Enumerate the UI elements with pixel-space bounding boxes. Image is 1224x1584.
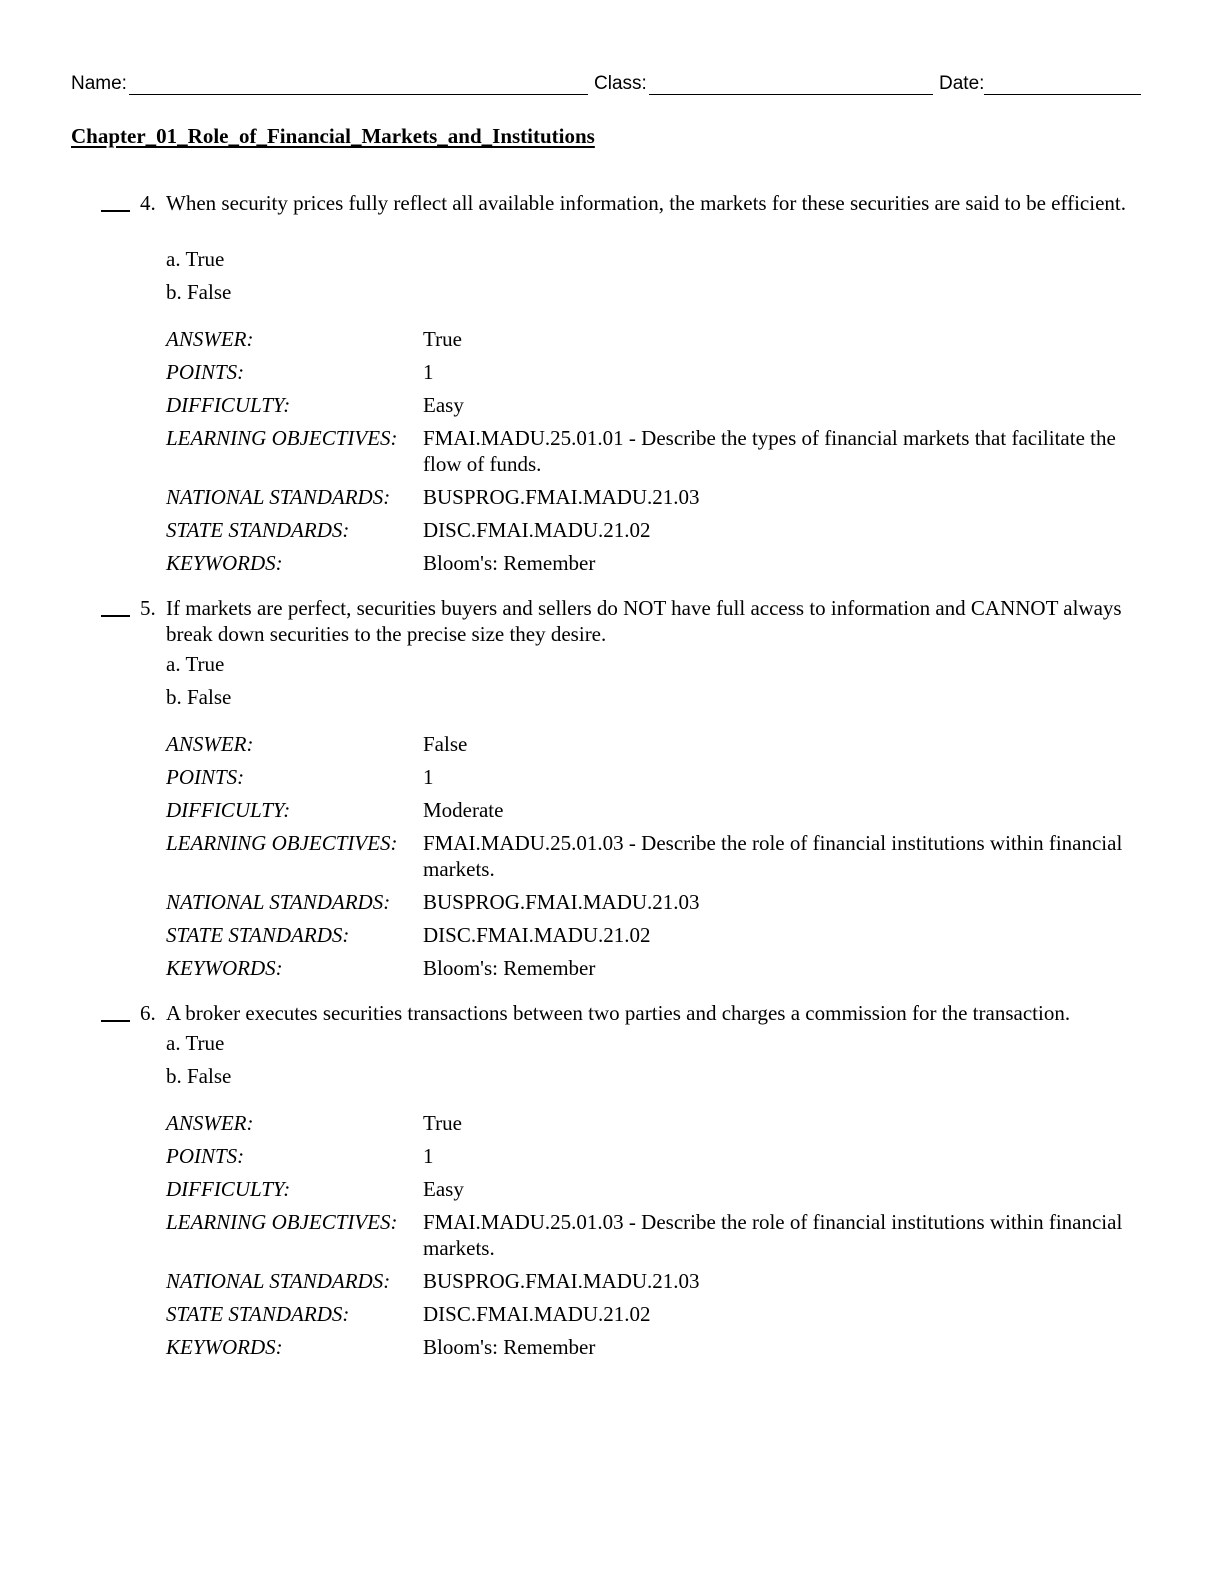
keywords-value: Bloom's: Remember [423, 1335, 596, 1359]
answer-value: True [423, 327, 462, 351]
difficulty-label: DIFFICULTY: [166, 1177, 291, 1201]
state-standards-label: STATE STANDARDS: [166, 518, 350, 542]
national-standards-label: NATIONAL STANDARDS: [166, 890, 391, 914]
choice-b: b. False [166, 1064, 232, 1088]
question-text: If markets are perfect, securities buyers and sellers do NOT have full access to information and CANNOT always break down securities to the precise size they desire. [166, 596, 1122, 646]
state-standards-label: STATE STANDARDS: [166, 1302, 350, 1326]
answer-label: ANSWER: [166, 327, 254, 351]
answer-value: True [423, 1111, 462, 1135]
state-standards-value: DISC.FMAI.MADU.21.02 [423, 518, 651, 542]
points-value: 1 [423, 360, 434, 384]
points-value: 1 [423, 765, 434, 789]
learning-objectives-label: LEARNING OBJECTIVES: [166, 1210, 398, 1234]
question-number: 5. [140, 596, 156, 620]
difficulty-value: Easy [423, 393, 464, 417]
choice-a: a. True [166, 1031, 225, 1055]
class-label: Class: [594, 73, 647, 94]
state-standards-value: DISC.FMAI.MADU.21.02 [423, 923, 651, 947]
choice-a: a. True [166, 652, 225, 676]
learning-objectives-value: FMAI.MADU.25.01.03 - Describe the role of financial institutions within financial markets. [423, 1210, 1123, 1260]
points-value: 1 [423, 1144, 434, 1168]
question-number: 6. [140, 1001, 156, 1025]
answer-blank[interactable] [101, 615, 130, 617]
date-label: Date: [939, 73, 985, 94]
keywords-label: KEYWORDS: [166, 1335, 283, 1359]
national-standards-value: BUSPROG.FMAI.MADU.21.03 [423, 1269, 700, 1293]
state-standards-value: DISC.FMAI.MADU.21.02 [423, 1302, 651, 1326]
class-field[interactable] [649, 94, 933, 95]
answer-blank[interactable] [101, 1020, 130, 1022]
keywords-value: Bloom's: Remember [423, 956, 596, 980]
keywords-label: KEYWORDS: [166, 551, 283, 575]
name-field[interactable] [129, 94, 588, 95]
question-text: When security prices fully reflect all available information, the markets for these securities are said to be efficient. [166, 191, 1126, 215]
answer-label: ANSWER: [166, 732, 254, 756]
answer-value: False [423, 732, 468, 756]
points-label: POINTS: [166, 1144, 245, 1168]
national-standards-value: BUSPROG.FMAI.MADU.21.03 [423, 485, 700, 509]
answer-label: ANSWER: [166, 1111, 254, 1135]
choice-b: b. False [166, 685, 232, 709]
learning-objectives-label: LEARNING OBJECTIVES: [166, 831, 398, 855]
points-label: POINTS: [166, 765, 245, 789]
difficulty-value: Moderate [423, 798, 504, 822]
national-standards-label: NATIONAL STANDARDS: [166, 1269, 391, 1293]
answer-blank[interactable] [101, 210, 130, 212]
question-text: A broker executes securities transactions between two parties and charges a commission for the transaction. [166, 1001, 1071, 1025]
difficulty-label: DIFFICULTY: [166, 798, 291, 822]
national-standards-value: BUSPROG.FMAI.MADU.21.03 [423, 890, 700, 914]
learning-objectives-value: FMAI.MADU.25.01.01 - Describe the types of financial markets that facilitate the flow of funds. [423, 426, 1116, 476]
keywords-value: Bloom's: Remember [423, 551, 596, 575]
difficulty-label: DIFFICULTY: [166, 393, 291, 417]
choice-b: b. False [166, 280, 232, 304]
student-info-header [71, 72, 1141, 98]
keywords-label: KEYWORDS: [166, 956, 283, 980]
learning-objectives-value: FMAI.MADU.25.01.03 - Describe the role of financial institutions within financial markets. [423, 831, 1123, 881]
date-field[interactable] [984, 94, 1141, 95]
learning-objectives-label: LEARNING OBJECTIVES: [166, 426, 398, 450]
name-label: Name: [71, 73, 127, 94]
national-standards-label: NATIONAL STANDARDS: [166, 485, 391, 509]
points-label: POINTS: [166, 360, 245, 384]
chapter-title: Chapter_01_Role_of_Financial_Markets_and_Institutions [71, 124, 595, 148]
difficulty-value: Easy [423, 1177, 464, 1201]
choice-a: a. True [166, 247, 225, 271]
question-number: 4. [140, 191, 156, 215]
state-standards-label: STATE STANDARDS: [166, 923, 350, 947]
